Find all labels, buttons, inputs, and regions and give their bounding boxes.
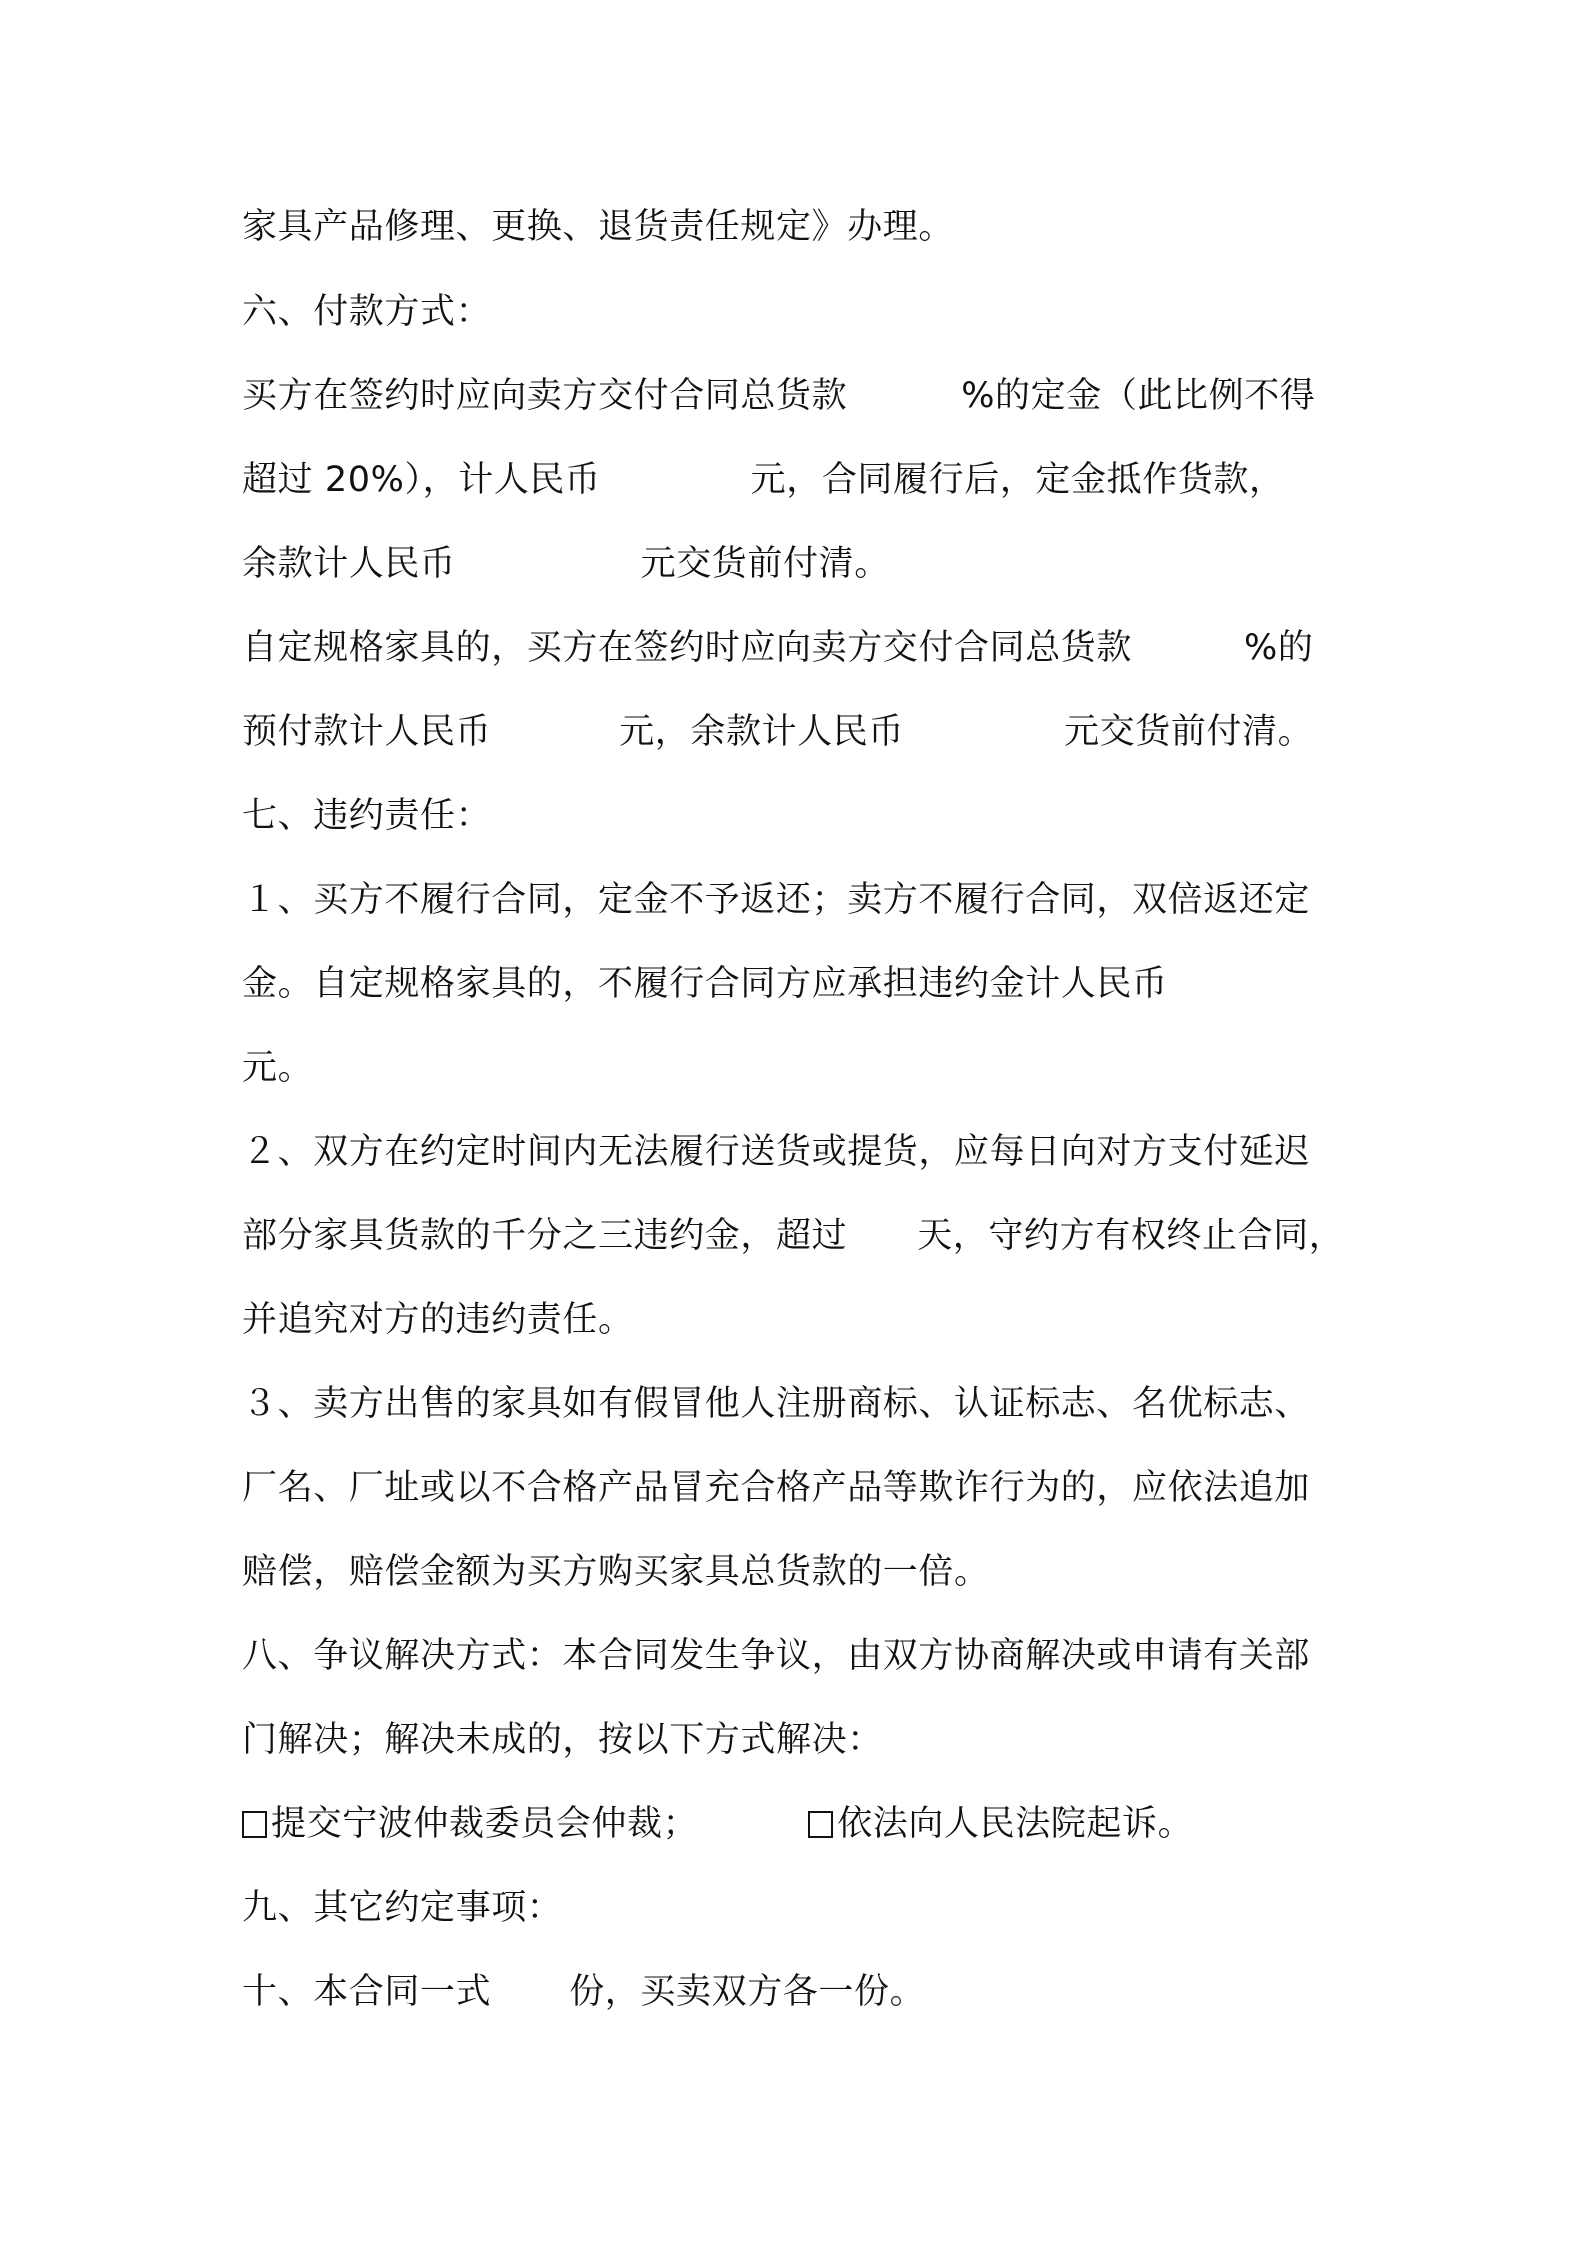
text-segment: 并追究对方的违约责任。 (242, 1300, 634, 1340)
text-segment: 元。 (242, 1048, 314, 1088)
text-segment: 七、违约责任： (242, 796, 492, 836)
text-segment: 预付款计人民币 (242, 712, 492, 752)
text-segment: 赔偿，赔偿金额为买方购买家具总货款的一倍。 (242, 1552, 990, 1592)
text-line (242, 1290, 1362, 1350)
text-line (242, 1962, 1362, 2022)
text-segment: ３、卖方出售的家具如有假冒他人注册商标、认证标志、名优标志、 (242, 1384, 1311, 1424)
option-arbitration (242, 1794, 698, 1854)
text-line (242, 954, 1362, 1014)
text-line (242, 534, 1362, 594)
text-segment: 八、争议解决方式：本合同发生争议，由双方协商解决或申请有关部 (242, 1636, 1311, 1676)
text-segment: 元交货前付清。 (1064, 712, 1314, 752)
text-segment: 元，余款计人民币 (619, 712, 905, 752)
text-segment: %的定金（此比例不得 (961, 376, 1316, 416)
text-segment: 买方在签约时应向卖方交付合同总货款 (242, 376, 848, 416)
section-heading-dispute (242, 1626, 1362, 1686)
checkbox-icon (242, 1811, 267, 1838)
text-segment: 自定规格家具的，买方在签约时应向卖方交付合同总货款 (242, 628, 1133, 668)
text-line (242, 1542, 1362, 1602)
text-segment: 九、其它约定事项： (242, 1888, 563, 1928)
text-segment: ２、双方在约定时间内无法履行送货或提货，应每日向对方支付延迟 (242, 1132, 1311, 1172)
text-segment: 六、付款方式： (242, 292, 492, 332)
text-segment: 部分家具货款的千分之三违约金，超过 (242, 1216, 848, 1256)
text-segment: 十、本合同一式 (242, 1972, 492, 2012)
text-segment: 余款计人民币 (242, 544, 456, 584)
text-segment: 金。自定规格家具的，不履行合同方应承担违约金计人民币 (242, 964, 1168, 1004)
text-line (242, 197, 1362, 257)
text-line (242, 450, 1362, 510)
option-lawsuit (808, 1794, 1193, 1854)
text-line (242, 1206, 1362, 1266)
text-line (242, 1458, 1362, 1518)
section-heading-payment (242, 282, 1362, 342)
text-segment: １、买方不履行合同，定金不予返还；卖方不履行合同，双倍返还定 (242, 880, 1311, 920)
text-segment: 门解决；解决未成的，按以下方式解决： (242, 1720, 883, 1760)
text-segment: 超过 20%），计人民币 (242, 460, 601, 500)
text-line (242, 618, 1362, 678)
text-segment: %的 (1244, 628, 1314, 668)
text-line (242, 1038, 1362, 1098)
text-segment: 份，买卖双方各一份。 (569, 1972, 926, 2012)
text-segment: 元交货前付清。 (640, 544, 890, 584)
text-line (242, 366, 1362, 426)
checkbox-icon (808, 1811, 833, 1838)
text-segment: 天，守约方有权终止合同， (917, 1216, 1345, 1256)
section-heading-liability (242, 786, 1362, 846)
option-label: 提交宁波仲裁委员会仲裁； (271, 1804, 699, 1844)
option-label: 依法向人民法院起诉。 (837, 1804, 1194, 1844)
section-heading-other (242, 1878, 1362, 1938)
text-line (242, 870, 1362, 930)
text-line (242, 1374, 1362, 1434)
text-segment: 元，合同履行后，定金抵作货款， (750, 460, 1285, 500)
text-line (242, 702, 1362, 762)
text-segment: 厂名、厂址或以不合格产品冒充合格产品等欺诈行为的，应依法追加 (242, 1468, 1311, 1508)
dispute-options (242, 1794, 1362, 1854)
text-line (242, 1122, 1362, 1182)
text-segment: 家具产品修理、更换、退货责任规定》办理。 (242, 207, 955, 247)
text-line (242, 1710, 1362, 1770)
